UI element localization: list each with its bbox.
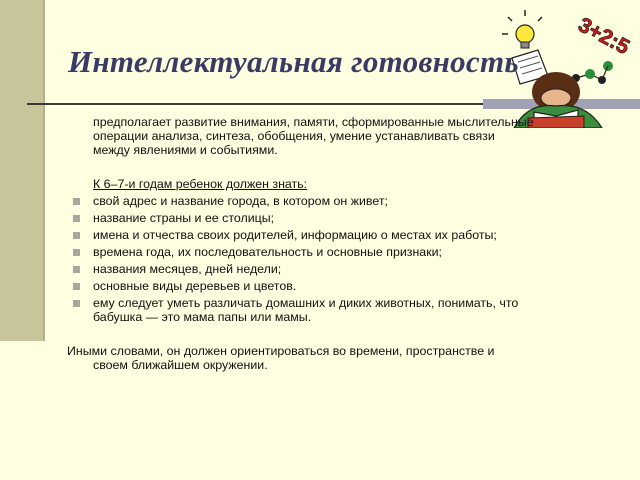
- math-formula-label: 3+2:5: [574, 13, 634, 60]
- bullet-marker: [73, 249, 80, 256]
- title-underline: [27, 103, 485, 105]
- intro-line: предполагает развитие внимания, памяти, сформированные мыслительные: [93, 115, 534, 129]
- list-item: название страны и ее столицы;: [93, 211, 275, 225]
- list-item: времена года, их последовательность и основные признаки;: [93, 245, 442, 259]
- conclusion-line: Иными словами, он должен ориентироваться во времени, пространстве и: [67, 344, 495, 358]
- left-sidebar-strip: [0, 0, 43, 341]
- bullet-marker: [73, 283, 80, 290]
- list-item-continuation: бабушка — это мама папы или мамы.: [93, 310, 312, 324]
- student-reading-illustration: [498, 6, 640, 128]
- bullet-marker: [73, 300, 80, 307]
- list-item: свой адрес и название города, в котором он живет;: [93, 194, 388, 208]
- bullet-marker: [73, 215, 80, 222]
- lightbulb-icon: [502, 10, 542, 48]
- conclusion-line: своем ближайшем окружении.: [93, 358, 268, 372]
- list-item: имена и отчества своих родителей, информацию о местах их работы;: [93, 228, 497, 242]
- bullet-marker: [73, 232, 80, 239]
- slide-title: Интеллектуальная готовность: [68, 44, 519, 79]
- list-heading: К 6–7-и годам ребенок должен знать:: [93, 177, 308, 191]
- bullet-marker: [73, 198, 80, 205]
- intro-line: между явлениями и событиями.: [93, 143, 278, 157]
- bullet-marker: [73, 266, 80, 273]
- list-item: ему следует уметь различать домашних и диких животных, понимать, что: [93, 296, 519, 310]
- sidebar-edge-line: [43, 0, 45, 341]
- list-item: основные виды деревьев и цветов.: [93, 279, 297, 293]
- molecule-icon: [572, 61, 613, 84]
- intro-line: операции анализа, синтеза, обобщения, умение устанавливать связи: [93, 129, 495, 143]
- list-item: названия месяцев, дней недели;: [93, 262, 282, 276]
